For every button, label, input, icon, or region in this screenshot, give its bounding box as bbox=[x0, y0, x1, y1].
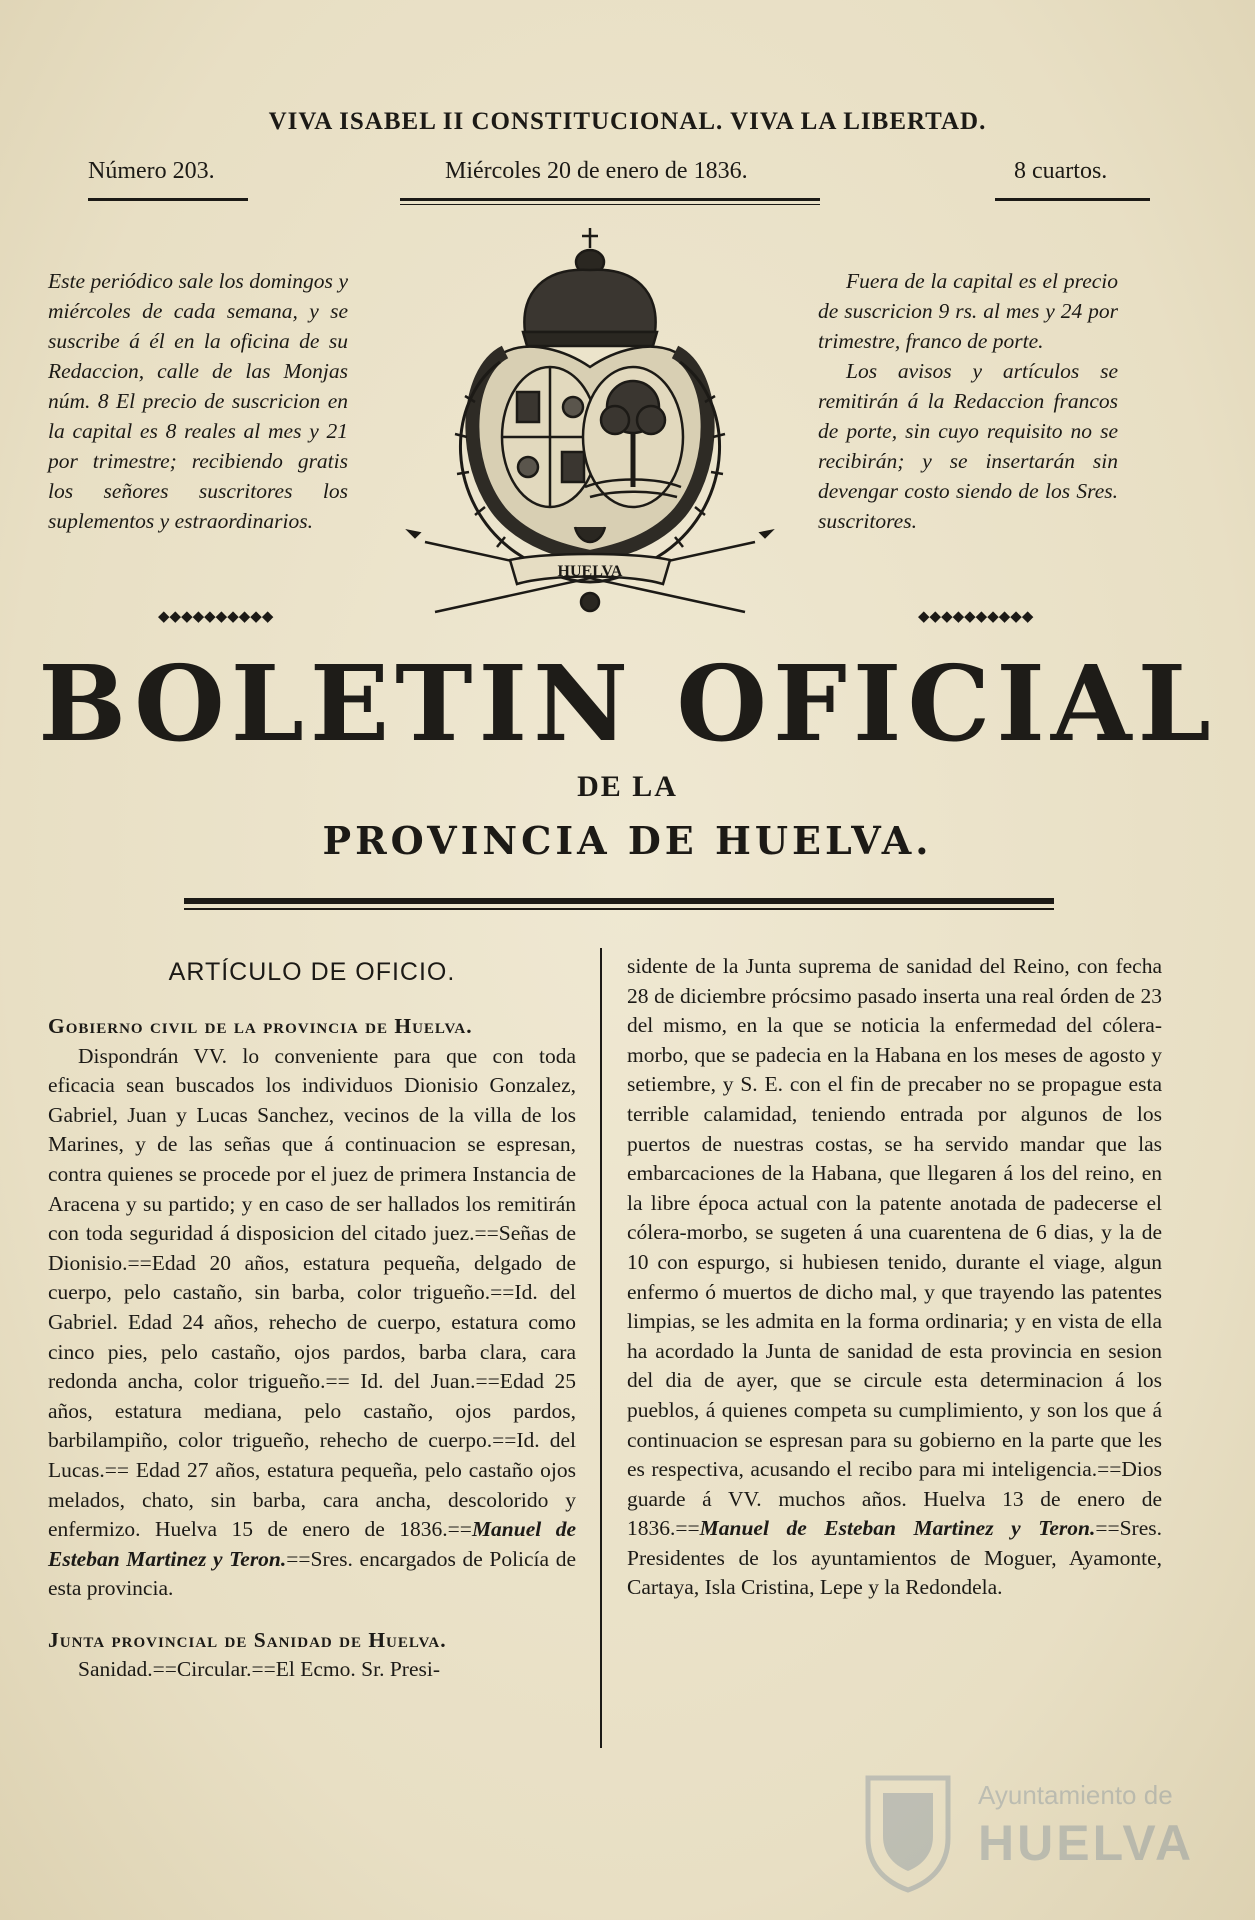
closing-gobierno: ==Sres. encargados de Policía de esta provincia. bbox=[48, 1546, 576, 1601]
article-heading: ARTÍCULO DE OFICIO. bbox=[168, 958, 456, 986]
title-rule-thick bbox=[184, 898, 1054, 904]
archive-watermark bbox=[858, 1768, 1218, 1898]
section-body-gobierno bbox=[48, 1042, 576, 1604]
header-rule-center-thin bbox=[400, 204, 820, 205]
ornament-right: ◆◆◆◆◆◆◆◆◆◆ bbox=[918, 609, 1034, 625]
section-title-sanidad: Junta provincial de Sanidad de Huelva. bbox=[48, 1627, 447, 1652]
section-body-sanidad-continued bbox=[627, 952, 1162, 1603]
watermark-line1: Ayuntamiento de bbox=[978, 1780, 1173, 1810]
article-column-right bbox=[627, 952, 1162, 1603]
column-divider bbox=[600, 948, 602, 1748]
masthead-motto: VIVA ISABEL II CONSTITUCIONAL. VIVA LA LIBERTAD. bbox=[268, 108, 987, 135]
signature-gobierno: Manuel de Esteban Martinez y Teron. bbox=[48, 1517, 577, 1571]
article-column-left bbox=[48, 1012, 576, 1685]
subscription-notice-left bbox=[48, 266, 348, 536]
header-rule-left bbox=[88, 198, 248, 201]
issue-number: Número 203. bbox=[88, 158, 215, 184]
subscription-notice-right-text-1: Fuera de la capital es el precio de suscricion 9 rs. al mes y 24 por trimestre, franco de porte. bbox=[818, 269, 1118, 353]
newspaper-province: PROVINCIA DE HUELVA. bbox=[322, 818, 933, 863]
section-body-gobierno-text: Dispondrán VV. lo conveniente para que con toda eficacia sean buscados los individuos Dionisio Gonzalez, Gabriel, Juan y Lucas Sanchez, vecinos de la villa de los Marines, y de las señas que á continuacion se espresan, contra quienes se procede por el juez de primera Instancia de Aracena y su partido; y en caso de ser hallados los remitirán con toda seguridad á disposicion del citado juez.==Señas de Dionisio.==Edad 20 años, estatura pequeña, delgado de cuerpo, pelo castaño, sin barba, color trigueño.==Id. del Gabriel. Edad 24 años, rehecho de cuerpo, estatura como cinco pies, pelo castaño, ojos pardos, barba clara, cara redonda ancha, color trigueño.== Id. del Juan.==Edad 25 años, estatura mediana, pelo castaño, ojos pardos, barbilampiño, color trigueño, rehecho de cuerpo.==Id. del Lucas.== Edad 27 años, estatura pequeña, pelo castaño ojos melados, chato, sin barba, cara ancha, descolorido y enfermizo. Huelva 15 de enero de 1836.== bbox=[48, 1043, 576, 1542]
section-body-sanidad-start: Sanidad.==Circular.==El Ecmo. Sr. Presi- bbox=[78, 1657, 440, 1682]
subscription-notice-right bbox=[818, 266, 1118, 536]
newspaper-subtitle: DE LA bbox=[577, 770, 678, 803]
huelva-coat-of-arms bbox=[405, 222, 775, 622]
closing-sanidad: ==Sres. Presidentes de los ayuntamientos de Moguer, Ayamonte, Cartaya, Isla Cristina, Lepe y la Redondela. bbox=[627, 1516, 1162, 1600]
watermark-shield-icon bbox=[858, 1768, 958, 1893]
title-rule-thin bbox=[184, 908, 1054, 910]
watermark-line2: HUELVA bbox=[978, 1815, 1195, 1871]
section-spacer bbox=[48, 1604, 576, 1626]
issue-date: Miércoles 20 de enero de 1836. bbox=[445, 158, 748, 184]
ornament-left: ◆◆◆◆◆◆◆◆◆◆ bbox=[158, 609, 274, 625]
subscription-notice-left-text: Este periódico sale los domingos y miércoles de cada semana, y se suscribe á él en la oficina de su Redaccion, calle de las Monjas núm. 8 El precio de suscricion en la capital es 8 reales al mes y 21 por trimestre; recibiendo gratis los señores suscritores los suplementos y estraordinarios. bbox=[48, 269, 348, 533]
header-rule-center bbox=[400, 198, 820, 201]
crest-ribbon-label: HUELVA bbox=[557, 563, 623, 580]
section-body-sanidad-text: sidente de la Junta suprema de sanidad del Reino, con fecha 28 de diciembre prócsimo pasado inserta una real órden de 23 del mismo, en la que se noticia la enfermedad del cólera-morbo, que se padecia en la Habana en los meses de agosto y setiembre, y S. E. con el fin de precaber no se propague esta terrible calamidad, teniendo entrada por algunos de los puertos de nuestras costas, se ha servido mandar que las embarcaciones de la Habana, que llegaren á los del reino, en la libre época actual con la patente anotada de padecerse el cólera-morbo, se sugeten á una cuarentena de 6 dias, y la de 10 con espurgo, si hubiesen tenido, durante el viage, algun enfermo ó muertos de dicho mal, y que trayendo las patentes limpias, se les admita en la forma ordinaria; y en vista de ella ha acordado la Junta de sanidad de esta provincia en sesion del dia de ayer, que se circule esta determinacion á los pueblos, á quienes competa su cumplimiento, y son los que á continuacion se espresan para su gobierno en la parte que les es respectiva, acusando el recibo para mi inteligencia.==Dios guarde á VV. muchos años. Huelva 13 de enero de 1836.== bbox=[627, 954, 1162, 1541]
issue-price: 8 cuartos. bbox=[1014, 158, 1108, 184]
newspaper-title: BOLETIN OFICIAL bbox=[38, 642, 1217, 765]
section-title-gobierno: Gobierno civil de la provincia de Huelva. bbox=[48, 1014, 473, 1038]
signature-sanidad: Manuel de Esteban Martinez y Teron. bbox=[699, 1516, 1096, 1541]
subscription-notice-right-text-2: Los avisos y artículos se remitirán á la Redaccion francos de porte, sin cuyo requisito no se recibirán; y se insertarán sin devengar costo siendo de los Sres. suscritores. bbox=[818, 359, 1118, 533]
header-rule-right bbox=[995, 198, 1150, 201]
